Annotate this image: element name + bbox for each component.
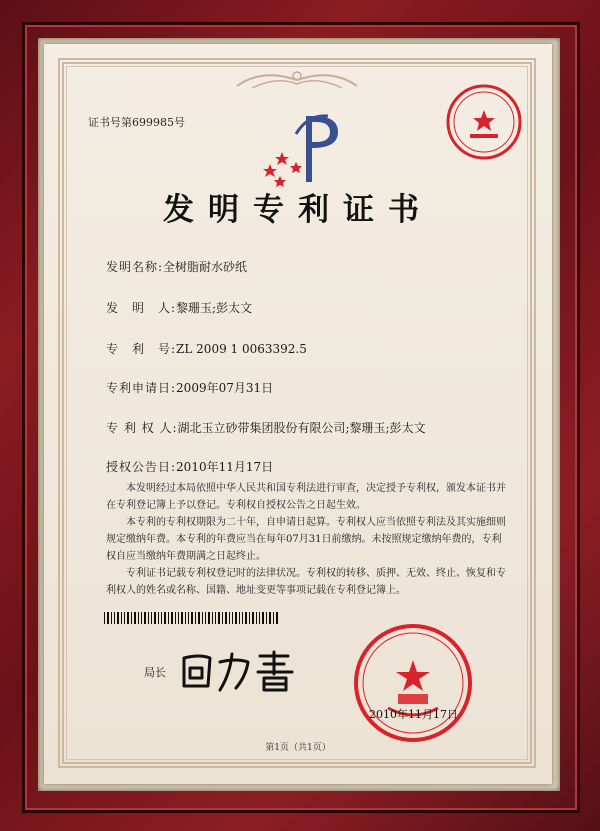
page-number: 第1页（共1页）: [265, 743, 331, 753]
official-seal-icon: [444, 82, 524, 162]
certificate-body: [106, 480, 506, 599]
patent-office-logo-icon: [256, 104, 352, 194]
field-invention-name: [106, 258, 247, 275]
body-paragraph: 本发明经过本局依照中华人民共和国专利法进行审查，决定授予专利权，颁发本证书并在专利登记簿上予以登记。专利权自授权公告之日起生效。: [106, 483, 506, 511]
field-patent-number: [106, 340, 307, 357]
certificate-title: 发明专利证书: [163, 192, 433, 228]
field-label: 专 利 权 人:: [106, 421, 178, 435]
body-paragraph: 专利证书记载专利权登记时的法律状况。专利权的转移、质押、无效、终止、恢复和专利权人的姓名或名称、国籍、地址变更等事项记载在专利登记簿上。: [106, 568, 506, 596]
field-patentee: [106, 419, 426, 436]
barcode-icon: [104, 612, 279, 624]
field-label: 授权公告日:: [106, 460, 177, 474]
signature-icon: [176, 644, 306, 694]
director-label: 局长: [144, 666, 166, 679]
certificate-number: 证书号第699985号: [88, 116, 185, 129]
field-label: 专利申请日:: [106, 381, 177, 395]
field-value: 2009年07月31日: [176, 381, 274, 395]
field-value: 黎珊玉;彭太文: [176, 301, 253, 315]
field-inventor: [106, 299, 252, 316]
field-label: 发明名称:: [106, 260, 164, 274]
seal-stamp-icon: [352, 622, 474, 744]
body-paragraph: 本专利的专利权期限为二十年，自申请日起算。专利权人应当依照专利法及其实施细则规定缴纳年费。本专利的年费应当在每年07月31日前缴纳。未按照规定缴纳年费的，专利权自应当缴纳年费期满之日起终止。: [106, 517, 506, 562]
field-grant-date: [106, 458, 273, 475]
field-value: ZL 2009 1 0063392.5: [176, 342, 307, 356]
field-label: 专 利 号:: [106, 342, 177, 356]
field-application-date: [106, 379, 273, 396]
top-ornament-icon: [232, 66, 362, 94]
certificate-paper: [44, 44, 552, 784]
field-value: 湖北玉立砂带集团股份有限公司;黎珊玉;彭太文: [177, 421, 426, 435]
field-value: 全树脂耐水砂纸: [163, 260, 248, 274]
issue-date: 2010年11月17日: [369, 708, 458, 721]
field-label: 发 明 人:: [106, 301, 177, 315]
field-value: 2010年11月17日: [176, 460, 274, 474]
